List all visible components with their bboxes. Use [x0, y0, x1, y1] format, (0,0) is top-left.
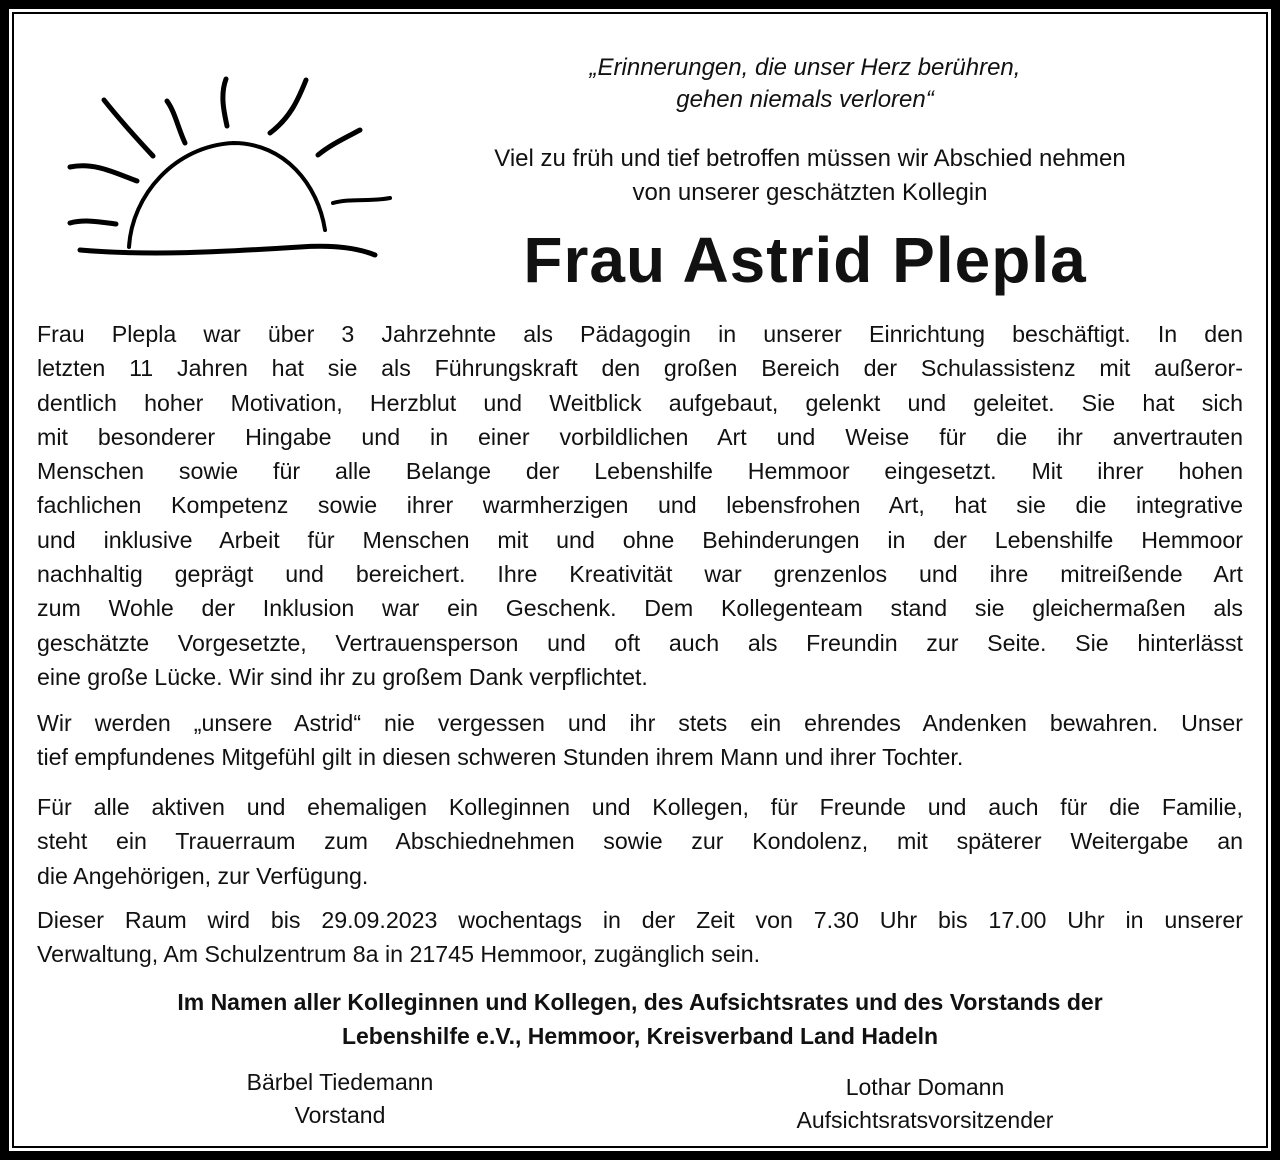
quote-line: „Erinnerungen, die unser Herz berühren, — [589, 54, 1021, 81]
closing-line: Im Namen aller Kolleginnen und Kollegen, des Aufsichtsrates und des Vorstands der — [177, 989, 1103, 1015]
paragraph-mourning-room — [37, 790, 1243, 893]
paragraph-opening-hours — [37, 903, 1243, 972]
signature-name: Bärbel Tiedemann — [246, 1069, 434, 1095]
text-line: Wir werden „unsere Astrid“ nie vergessen und ihr stets ein ehrendes Andenken bewahren. Unser — [37, 710, 1243, 736]
text-line: Für alle aktiven und ehemaligen Kolleginnen und Kollegen, für Freunde und auch für die Familie, — [37, 794, 1243, 820]
text-line: letzten 11 Jahren hat sie als Führungskraft den großen Bereich der Schulassistenz mit außeror- — [37, 355, 1243, 382]
text-line: nachhaltig geprägt und bereichert. Ihre Kreativität war grenzenlos und ihre mitreißende Art — [37, 561, 1243, 588]
signature-board — [190, 1066, 490, 1132]
text-line: Verwaltung, Am Schulzentrum 8a in 21745 Hemmoor, zugänglich sein. — [37, 941, 761, 968]
closing-statement — [60, 985, 1220, 1053]
quote-line: gehen niemals verloren“ — [676, 86, 934, 113]
signature-role: Aufsichtsratsvorsitzender — [796, 1107, 1054, 1133]
text-line: und inklusive Arbeit für Menschen mit und ohne Behinderungen in der Lebenshilfe Hemmoor — [37, 526, 1243, 553]
text-line: die Angehörigen, zur Verfügung. — [37, 862, 369, 889]
intro-line: von unserer geschätzten Kollegin — [632, 179, 988, 206]
memorial-quote — [460, 52, 1150, 116]
text-line: Dieser Raum wird bis 29.09.2023 wochentags in der Zeit von 7.30 Uhr bis 17.00 Uhr in unserer — [37, 907, 1243, 933]
text-line: tief empfundenes Mitgefühl gilt in diesen schweren Stunden ihrem Mann und ihrer Tochter. — [37, 744, 964, 771]
paragraph-tribute — [37, 317, 1243, 694]
signature-role: Vorstand — [294, 1102, 386, 1128]
signature-name: Lothar Domann — [845, 1074, 1005, 1100]
intro-line: Viel zu früh und tief betroffen müssen wir Abschied nehmen — [494, 145, 1126, 172]
deceased-name: Frau Astrid Plepla — [523, 224, 1087, 296]
paragraph-remembrance — [37, 706, 1243, 775]
text-line: geschätzte Vorgesetzte, Vertrauensperson und oft auch als Freundin zur Seite. Sie hinterlässt — [37, 629, 1243, 656]
intro-text — [420, 142, 1200, 210]
text-line: fachlichen Kompetenz sowie ihrer warmherzigen und lebensfrohen Art, hat sie die integrative — [37, 492, 1243, 519]
signature-supervisory-board — [740, 1071, 1110, 1137]
text-line: mit besonderer Hingabe und in einer vorbildlichen Art und Weise für die ihr anvertrauten — [37, 423, 1243, 450]
text-line: zum Wohle der Inklusion war ein Geschenk. Dem Kollegenteam stand sie gleichermaßen als — [37, 595, 1243, 622]
text-line: eine große Lücke. Wir sind ihr zu großem Dank verpflichtet. — [37, 663, 648, 690]
rising-sun-icon — [60, 60, 420, 280]
text-line: steht ein Trauerraum zum Abschiednehmen sowie zur Kondolenz, mit späterer Weitergabe an — [37, 828, 1243, 855]
text-line: dentlich hoher Motivation, Herzblut und Weitblick aufgebaut, gelenkt und geleitet. Sie hat sich — [37, 389, 1243, 416]
text-line: Menschen sowie für alle Belange der Lebenshilfe Hemmoor eingesetzt. Mit ihrer hohen — [37, 458, 1243, 485]
text-line: Frau Plepla war über 3 Jahrzehnte als Pädagogin in unserer Einrichtung beschäftigt. In den — [37, 321, 1243, 347]
closing-line: Lebenshilfe e.V., Hemmoor, Kreisverband Land Hadeln — [341, 1023, 939, 1049]
